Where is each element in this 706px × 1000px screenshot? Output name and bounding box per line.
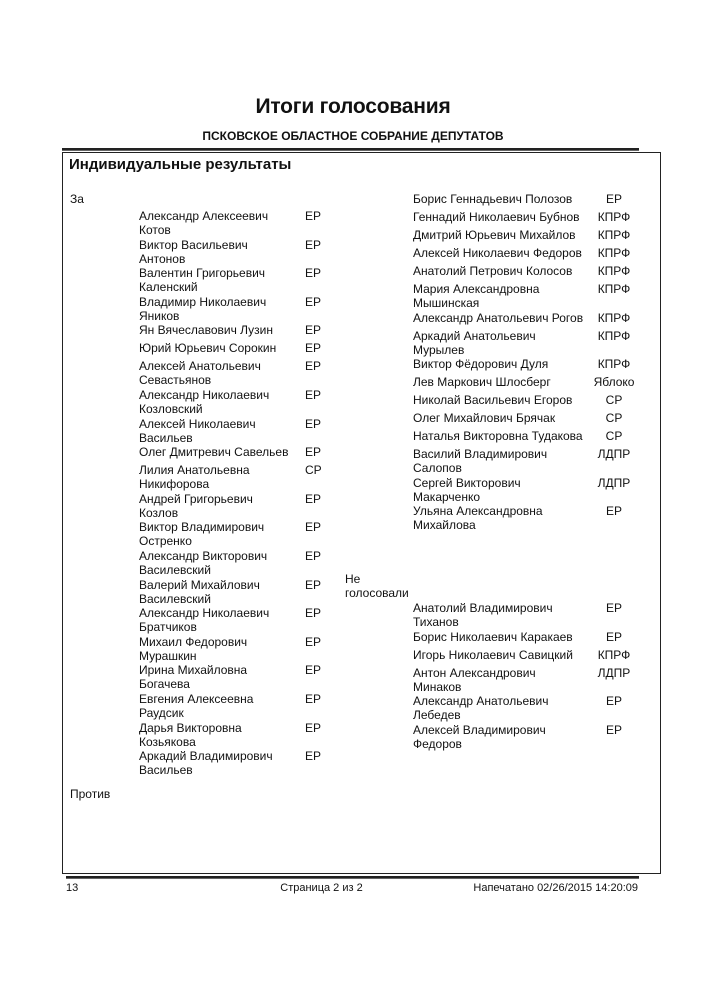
party-label: ЛДПР bbox=[597, 475, 631, 490]
party-label: ЕР bbox=[605, 722, 622, 737]
voter-name: Анатолий Петрович Колосов bbox=[413, 264, 573, 278]
party-label: ЕР bbox=[305, 237, 322, 252]
voter-name: Александр Викторович Василевский bbox=[139, 549, 268, 577]
voter-name: Александр Николаевич Братчиков bbox=[139, 606, 270, 635]
party-label: ЕР bbox=[305, 634, 322, 649]
voter-name: Дарья Викторовна Козьякова bbox=[139, 720, 242, 749]
voter-name: Юрий Юрьевич Сорокин bbox=[139, 341, 277, 356]
party-label: ЕР bbox=[305, 266, 322, 281]
party-label: СР bbox=[605, 411, 623, 426]
group-label-for: За bbox=[70, 192, 84, 206]
print-timestamp: Напечатано 02/26/2015 14:20:09 bbox=[473, 882, 638, 894]
voter-name: Аркадий Анатольевич Мурылев bbox=[413, 328, 536, 357]
voter-name: Алексей Николаевич Федоров bbox=[413, 246, 582, 260]
party-label: КПРФ bbox=[597, 328, 631, 343]
party-label: ЕР bbox=[305, 520, 322, 535]
voter-name: Антон Александрович Минаков bbox=[413, 665, 536, 694]
voter-name: Мария Александровна Мышинская bbox=[413, 282, 540, 310]
voter-name: Виктор Фёдорович Дуля bbox=[413, 357, 549, 372]
voter-name: Александр Анатольевич Лебедев bbox=[413, 694, 549, 723]
party-label: КПРФ bbox=[597, 210, 631, 224]
group-label-not-voted: Не голосовали bbox=[345, 572, 409, 600]
voter-name: Ян Вячеславович Лузин bbox=[139, 323, 274, 338]
voter-name: Владимир Николаевич Яников bbox=[139, 294, 267, 323]
document-title: Итоги голосования bbox=[255, 95, 451, 118]
party-label: ЕР bbox=[305, 388, 322, 402]
voter-name: Геннадий Николаевич Бубнов bbox=[413, 210, 580, 224]
party-label: ЕР bbox=[305, 692, 322, 706]
party-label: ЕР bbox=[305, 341, 322, 356]
party-label: ЕР bbox=[305, 323, 322, 338]
party-label: ЕР bbox=[305, 549, 322, 563]
voter-name: Сергей Викторович Макарченко bbox=[413, 475, 521, 504]
voter-name: Валентин Григорьевич Каленский bbox=[139, 266, 266, 295]
party-label: КПРФ bbox=[597, 264, 631, 278]
voter-name: Валерий Михайлович Василевский bbox=[139, 577, 260, 606]
voter-name: Анатолий Владимирович Тиханов bbox=[413, 601, 553, 629]
voter-name: Наталья Викторовна Тудакова bbox=[413, 429, 583, 444]
party-label: СР bbox=[605, 393, 623, 408]
voter-name: Лев Маркович Шлосберг bbox=[413, 375, 551, 390]
party-label: ЕР bbox=[305, 491, 322, 506]
voter-name: Александр Анатольевич Рогов bbox=[413, 310, 584, 325]
group-label-against: Против bbox=[70, 787, 111, 801]
voter-name: Олег Михайлович Брячак bbox=[413, 411, 556, 426]
voter-name: Ульяна Александровна Михайлова bbox=[413, 504, 543, 533]
party-label: Яблоко bbox=[593, 375, 635, 390]
voter-name: Евгения Алексеевна Раудсик bbox=[139, 692, 254, 720]
voter-name: Лилия Анатольевна Никифорова bbox=[139, 463, 250, 492]
voter-name: Андрей Григорьевич Козлов bbox=[139, 491, 253, 520]
voter-name: Аркадий Владимирович Васильев bbox=[139, 749, 273, 778]
party-label: ЕР bbox=[305, 359, 322, 374]
party-label: ЕР bbox=[605, 694, 622, 709]
document-subtitle: ПСКОВСКОЕ ОБЛАСТНОЕ СОБРАНИЕ ДЕПУТАТОВ bbox=[202, 129, 504, 143]
voter-name: Василий Владимирович Салопов bbox=[413, 447, 548, 476]
party-label: КПРФ bbox=[597, 228, 631, 242]
voter-name: Ирина Михайловна Богачева bbox=[139, 663, 248, 692]
voter-name: Олег Дмитревич Савельев bbox=[139, 445, 289, 460]
party-label: ЕР bbox=[305, 663, 322, 678]
voter-name: Виктор Владимирович Остренко bbox=[139, 520, 265, 549]
voter-name: Игорь Николаевич Савицкий bbox=[413, 647, 573, 662]
party-label: КПРФ bbox=[597, 246, 631, 260]
party-label: ЕР bbox=[305, 416, 322, 431]
party-label: КПРФ bbox=[597, 647, 631, 662]
voter-name: Александр Николаевич Козловский bbox=[139, 388, 270, 416]
section-heading: Индивидуальные результаты bbox=[69, 156, 292, 173]
party-label: ЕР bbox=[605, 504, 622, 519]
party-label: ЕР bbox=[605, 601, 622, 615]
party-label: ЕР bbox=[605, 192, 622, 206]
header-divider bbox=[62, 148, 639, 151]
voter-name: Дмитрий Юрьевич Михайлов bbox=[413, 228, 576, 242]
voter-name: Алексей Николаевич Васильев bbox=[139, 416, 256, 445]
party-label: ЕР bbox=[305, 606, 322, 621]
party-label: СР bbox=[605, 429, 623, 444]
voter-name: Александр Алексеевич Котов bbox=[139, 209, 269, 237]
footer-code: 13 bbox=[66, 882, 79, 894]
page-number: Страница 2 из 2 bbox=[280, 882, 363, 894]
party-label: КПРФ bbox=[597, 357, 631, 372]
voter-name: Алексей Владимирович Федоров bbox=[413, 722, 546, 751]
voter-name: Алексей Анатольевич Севастьянов bbox=[139, 359, 261, 388]
party-label: ЕР bbox=[305, 294, 322, 309]
party-label: КПРФ bbox=[597, 310, 631, 325]
party-label: СР bbox=[305, 463, 322, 478]
party-label: ЕР bbox=[305, 577, 322, 592]
voter-name: Борис Николаевич Каракаев bbox=[413, 629, 573, 644]
party-label: ЛДПР bbox=[597, 665, 631, 680]
party-label: ЕР bbox=[305, 720, 322, 735]
party-label: ЕР bbox=[305, 209, 322, 223]
party-label: ЕР bbox=[305, 445, 322, 460]
party-label: ЕР bbox=[605, 629, 622, 644]
voter-name: Николай Васильевич Егоров bbox=[413, 393, 573, 408]
party-label: ЛДПР bbox=[597, 447, 631, 462]
party-label: ЕР bbox=[305, 749, 322, 764]
voter-name: Виктор Васильевич Антонов bbox=[139, 237, 248, 266]
footer-divider bbox=[66, 876, 639, 879]
voter-name: Михаил Федорович Мурашкин bbox=[139, 634, 248, 663]
voter-name: Борис Геннадьевич Полозов bbox=[413, 192, 573, 206]
party-label: КПРФ bbox=[597, 282, 631, 296]
